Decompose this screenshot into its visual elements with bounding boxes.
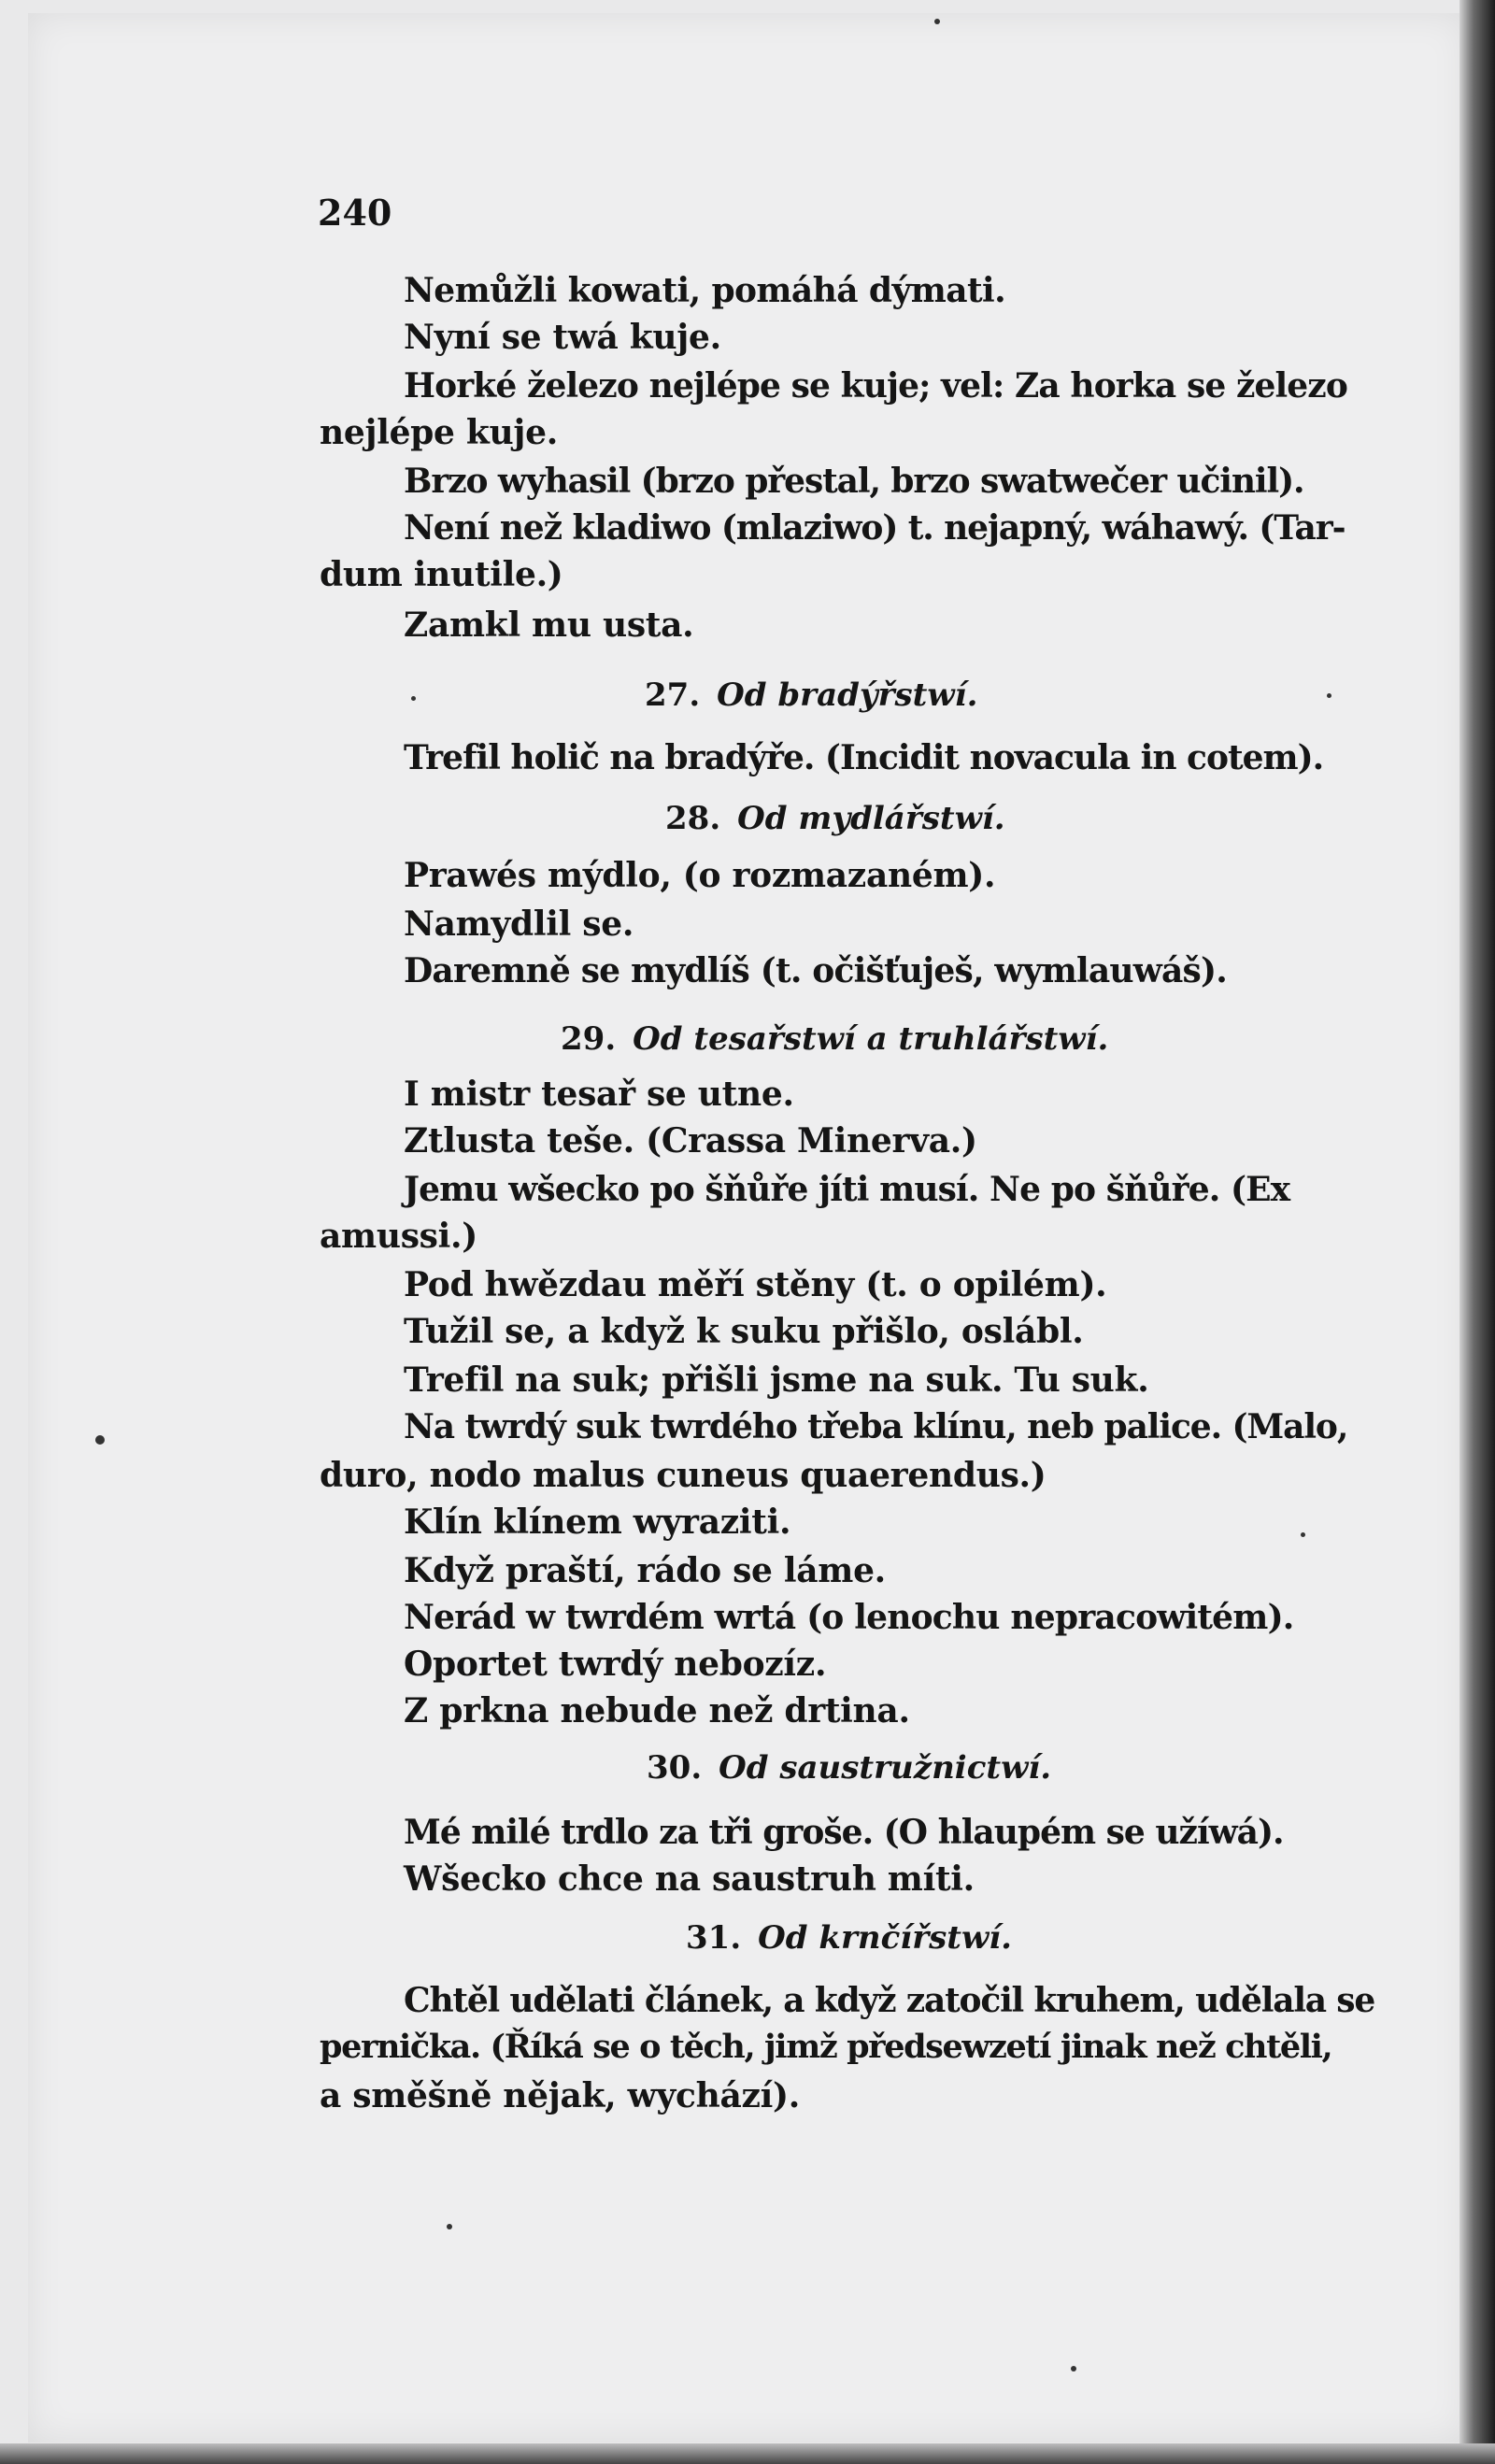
section-number: 28. [665,800,721,837]
scan-speck [95,1435,105,1445]
text-line: Prawés mýdlo, (o rozmazaném). [404,856,996,895]
text-line: a směšně nějak, wychází). [320,2076,800,2115]
section-title: Od tesařstwí a truhlářstwí. [633,1020,1109,1058]
text-line: Jemu wšecko po šňůře jíti musí. Ne po šňůře. (Ex [404,1170,1290,1209]
text-line: Ztlusta teše. (Crassa Minerva.) [404,1121,977,1161]
section-title: Od mydlářstwí. [737,800,1005,837]
page-number: 240 [318,192,392,234]
text-line: Namydlil se. [404,904,634,944]
text-line: duro, nodo malus cuneus quaerendus.) [320,1456,1046,1495]
text-line: Horké železo nejlépe se kuje; vel: Za horka se železo [404,366,1347,406]
scan-speck [934,19,940,24]
section-number: 29. [561,1020,617,1058]
section-number: 31. [686,1919,742,1957]
section-heading-30 [647,1749,1051,1787]
text-line: Nemůžli kowati, pomáhá dýmati. [404,271,1006,310]
text-line: Není než kladiwo (mlaziwo) t. nejapný, wáhawý. (Tar- [404,508,1346,548]
scan-speck [411,696,416,701]
text-line: Nerád w twrdém wrtá (o lenochu nepracowitém). [404,1598,1294,1637]
text-line: Mé milé trdlo za tři groše. (O hlaupém se užíwá). [404,1813,1284,1852]
text-line: dum inutile.) [320,555,563,594]
section-heading-31 [686,1919,1012,1957]
scan-speck [447,2224,452,2229]
page-edge-shadow-bottom [0,2443,1495,2464]
page-edge-shadow-right [1459,0,1495,2464]
text-line: I mistr tesař se utne. [404,1075,794,1114]
text-line: Pod hwězdau měří stěny (t. o opilém). [404,1265,1107,1304]
text-line: Nyní se twá kuje. [404,318,721,357]
text-line: Chtěl udělati článek, a když zatočil kruhem, udělala se [404,1981,1375,2020]
text-line: Tužil se, a když k suku přišlo, oslábl. [404,1312,1084,1351]
section-title: Od saustružnictwí. [719,1749,1052,1787]
text-line: Z prkna nebude než drtina. [404,1691,910,1730]
section-number: 30. [647,1749,703,1787]
text-line: Trefil na suk; přišli jsme na suk. Tu suk. [404,1360,1149,1400]
text-line: Wšecko chce na saustruh míti. [404,1859,975,1899]
scan-speck [1071,2366,1076,2371]
text-line: Na twrdý suk twrdého třeba klínu, neb palice. (Malo, [404,1407,1348,1446]
text-line: Když praští, rádo se láme. [404,1551,886,1590]
text-line: amussi.) [320,1217,477,1256]
section-heading-29 [561,1020,1108,1058]
scan-speck [1301,1532,1305,1537]
text-line: Trefil holič na bradýře. (Incidit novacula in cotem). [404,738,1324,777]
section-title: Od krnčířstwí. [758,1919,1012,1957]
text-line: Daremně se mydlíš (t. očišťuješ, wymlauwáš). [404,951,1227,990]
text-line: Zamkl mu usta. [404,605,694,645]
section-heading-28 [665,800,1005,837]
text-line: pernička. (Říká se o těch, jimž předsewzetí jinak než chtěli, [320,2028,1332,2066]
text-line: Klín klínem wyraziti. [404,1503,791,1542]
text-line: Oportet twrdý nebozíz. [404,1645,827,1684]
text-line: nejlépe kuje. [320,413,558,452]
section-number: 27. [645,677,701,714]
text-line: Brzo wyhasil (brzo přestal, brzo swatwečer učinil). [404,462,1304,501]
section-heading-27 [645,677,977,714]
scan-speck [1327,693,1331,698]
section-title: Od bradýřstwí. [717,677,978,714]
